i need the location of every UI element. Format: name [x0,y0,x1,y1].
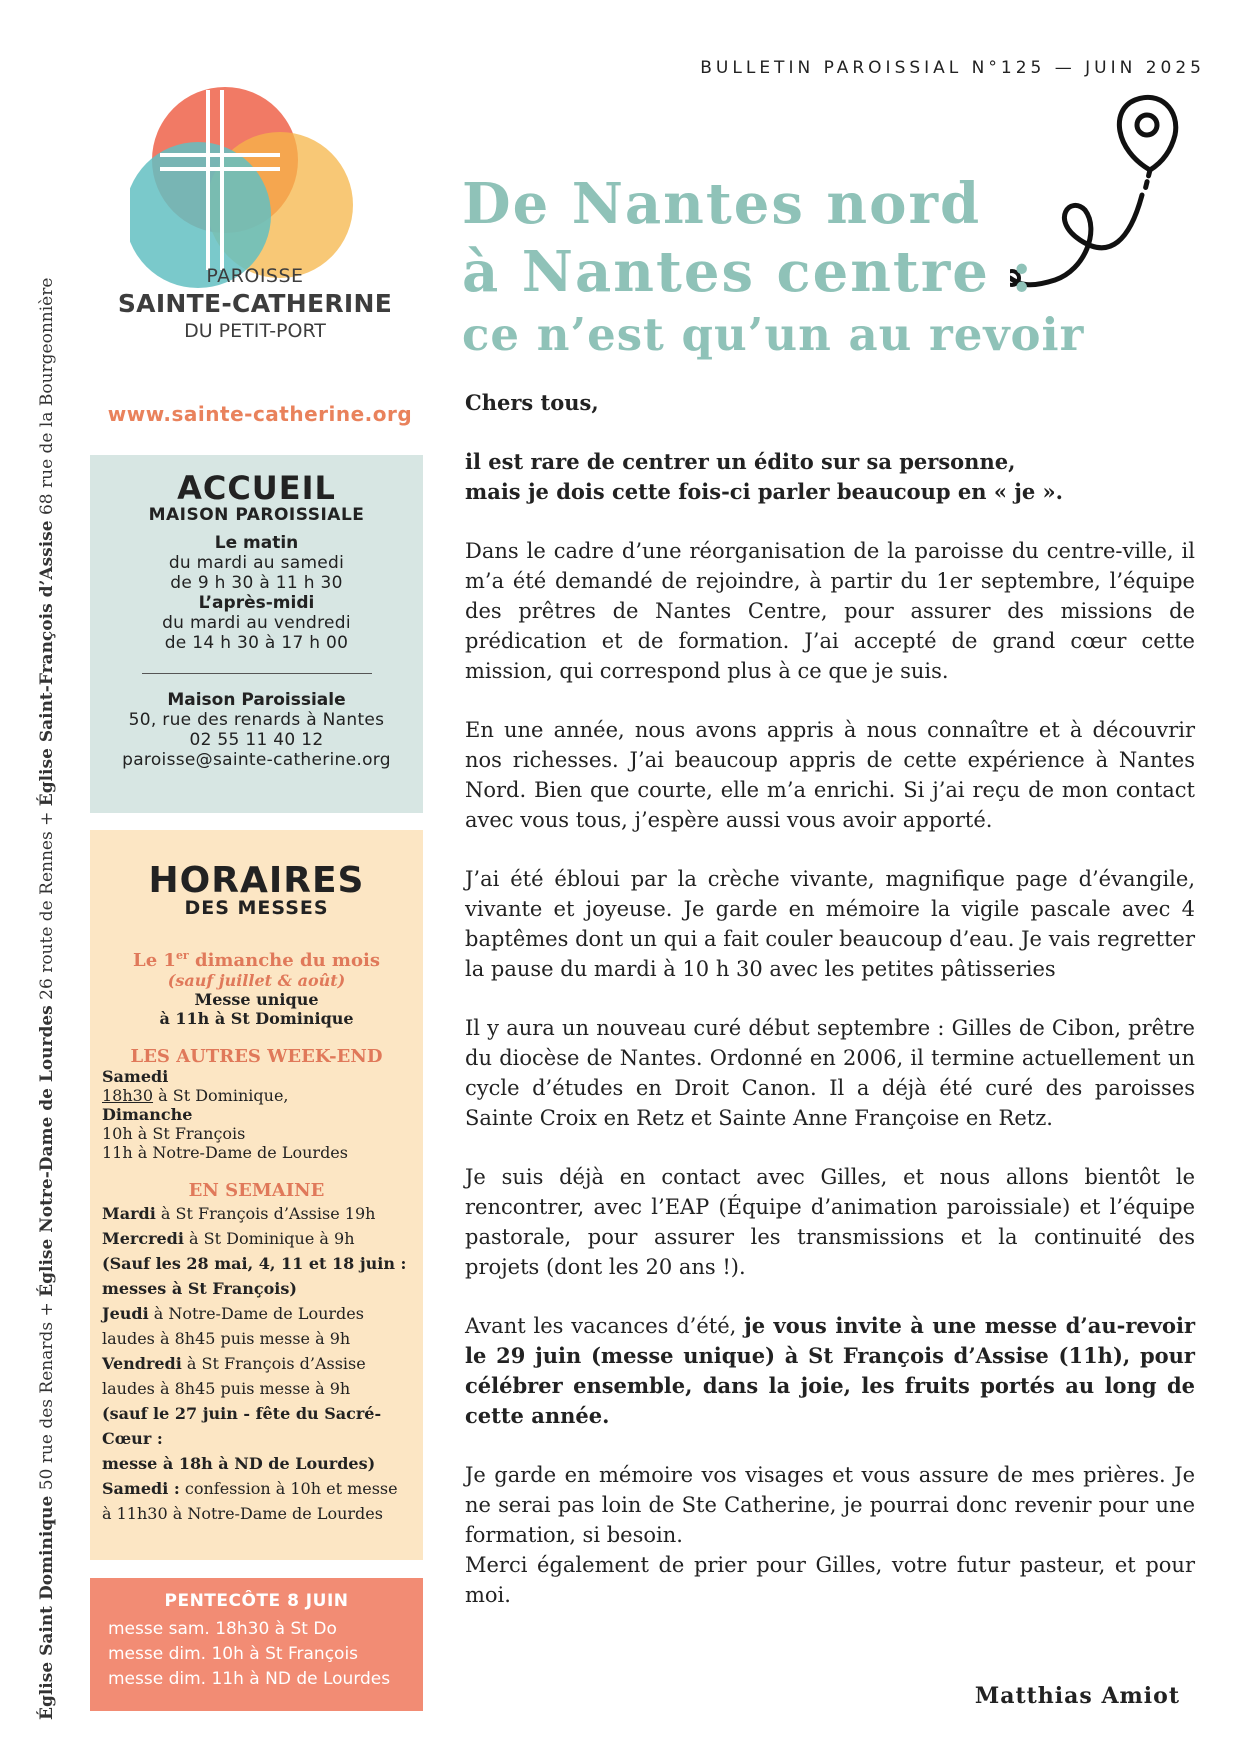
letter-paragraph-5: Je suis déjà en contact avec Gilles, et nous allons bientôt le rencontrer, avec l’EAP (Équipe d’animation paroissiale) et l’équipe pastorale, pour assurer les transmissions et la continuité des projets (dont les 20 ans !). [465,1165,1195,1279]
first-sunday-note: (sauf juillet & août) [167,971,346,990]
title-line-2: à Nantes centre : [462,239,1035,305]
semaine-title: EN SEMAINE [188,1180,325,1201]
mercredi-note-2: messes à St François) [102,1279,297,1298]
logo-line-sainte-catherine: SAINTE-CATHERINE [117,289,393,318]
editorial-letter [465,388,1195,1639]
messe-unique-where: à 11h à St Dominique [159,1009,354,1028]
dimanche-line-1: 10h à St François [102,1124,246,1143]
vendredi-note-2: messe à 18h à ND de Lourdes) [102,1454,376,1473]
letter-intro-1: il est rare de centrer un édito sur sa personne, [465,449,1016,474]
dimanche-label: Dimanche [102,1105,193,1124]
maison-address: 50, rue des renards à Nantes [128,710,385,730]
church-lourdes-address: 26 route de Rennes + [37,806,57,1006]
vendredi-line-2: laudes à 8h45 puis messe à 9h [102,1379,351,1398]
maison-label: Maison Paroissiale [167,690,346,710]
logo-line-paroisse: PAROISSE [206,265,304,287]
pentecote-line-2: messe dim. 10h à St François [108,1644,359,1664]
church-lourdes-name: Église Notre-Dame de Lourdes [37,1005,57,1297]
logo-text [100,265,410,342]
horaires-title: HORAIRES [148,860,365,901]
church-dominique-name: Église Saint Dominique [37,1495,57,1720]
church-francois-name: Église Saint-François d’Assise [37,520,57,807]
mercredi-note-1: (Sauf les 28 mai, 4, 11 et 18 juin : [102,1254,407,1273]
pentecote-line-1: messe sam. 18h30 à St Do [108,1619,337,1639]
matin-label: Le matin [214,533,299,553]
jeudi-line-2: laudes à 8h45 puis messe à 9h [102,1329,351,1348]
first-sunday-title: Le 1er dimanche du mois [133,949,380,971]
vendredi-line: Vendredi à St François d’Assise [102,1354,366,1373]
logo-line-petit-port: DU PETIT-PORT [184,320,326,342]
letter-paragraph-8: Merci également de prier pour Gilles, votre futur pasteur, et pour moi. [465,1553,1195,1607]
bulletin-header: BULLETIN PAROISSIAL N°125 — JUIN 2025 [700,58,1205,78]
samedi2-line: Samedi : confession à 10h et messe [102,1479,398,1498]
divider [142,673,372,674]
letter-paragraph-7: Je garde en mémoire vos visages et vous assure de mes prières. Je ne serai pas loin de Ste Catherine, je pourrai donc revenir pour une formation, si besoin. [465,1463,1195,1547]
samedi-line: 18h30 à St Dominique, [102,1086,289,1105]
letter-intro-2: mais je dois cette fois-ci parler beaucoup en « je ». [465,479,1063,504]
church-dominique-address: 50 rue des Renards + [37,1296,57,1496]
mercredi-line: Mercredi à St Dominique à 9h [102,1229,355,1248]
title-line-1: De Nantes nord [462,171,982,237]
letter-greeting: Chers tous, [465,390,599,415]
pentecote-box [90,1578,423,1711]
accueil-subtitle: MAISON PAROISSIALE [148,505,365,525]
church-francois-address: 68 rue de la Bourgeonnière [37,277,57,521]
mardi-line: Mardi à St François d’Assise 19h [102,1204,376,1223]
pentecote-title: PENTECÔTE 8 JUIN [164,1591,349,1611]
accueil-box [90,455,423,813]
matin-hours: de 9 h 30 à 11 h 30 [170,573,343,593]
samedi-label: Samedi [102,1067,169,1086]
horaires-subtitle: DES MESSES [184,897,329,919]
maison-phone[interactable]: 02 55 11 40 12 [189,730,324,750]
side-churches-strip [25,250,65,1720]
dimanche-line-2: 11h à Notre-Dame de Lourdes [102,1143,348,1162]
apres-midi-label: L’après-midi [198,593,315,613]
maison-email[interactable]: paroisse@sainte-catherine.org [122,750,391,770]
title-line-3: ce n’est qu’un au revoir [462,308,1085,361]
letter-paragraph-6: Avant les vacances d’été, je vous invite à une messe d’au-revoir le 29 juin (messe unique) à St François d’Assise (11h), pour célébrer ensemble, dans la joie, les fruits portés au long de cette année. [465,1313,1196,1428]
apres-midi-hours: de 14 h 30 à 17 h 00 [164,633,349,653]
apres-midi-days: du mardi au vendredi [162,613,351,633]
letter-paragraph-2: En une année, nous avons appris à nous connaître et à découvrir nos richesses. J’ai beaucoup appris de cette expérience à Nantes Nord. Bien que courte, elle m’a enrichi. Si j’ai reçu de mon contact avec vous tous, j’espère aussi vous avoir apporté. [465,718,1195,832]
page-title [462,170,1222,364]
website-link[interactable]: www.sainte-catherine.org [107,402,413,426]
samedi2-line-2: à 11h30 à Notre-Dame de Lourdes [102,1504,383,1523]
letter-paragraph-1: Dans le cadre d’une réorganisation de la paroisse du centre-ville, il m’a été demandé de rejoindre, à partir du 1er septembre, l’équipe des prêtres de Nantes Centre, pour assurer des missions de prédication et de formation. J’ai accepté de grand cœur cette mission, qui correspond plus à ce que je suis. [465,539,1195,683]
letter-paragraph-4: Il y aura un nouveau curé début septembre : Gilles de Cibon, prêtre du diocèse de Nantes. Ordonné en 2006, il termine actuellement un cycle d’études en Droit Canon. Il a déjà été curé des paroisses Sainte Croix en Retz et Sainte Anne Françoise en Retz. [465,1016,1195,1130]
horaires-box [90,830,423,1560]
messe-unique: Messe unique [194,990,319,1009]
pentecote-line-3: messe dim. 11h à ND de Lourdes [108,1669,391,1689]
signature: Matthias Amiot [974,1683,1180,1709]
letter-paragraph-3: J’ai été ébloui par la crèche vivante, magnifique page d’évangile, vivante et joyeuse. Je garde en mémoire la vigile pascale avec 4 baptêmes dont un qui a fait couler beaucoup d’eau. Je vais regretter la pause du mardi à 10 h 30 avec les petites pâtisseries [465,867,1195,981]
matin-days: du mardi au samedi [168,553,345,573]
weekend-title: LES AUTRES WEEK-END [130,1046,383,1067]
jeudi-line: Jeudi à Notre-Dame de Lourdes [102,1304,364,1323]
accueil-title: ACCUEIL [177,469,336,507]
vendredi-note-1: (sauf le 27 juin - fête du Sacré-Cœur : [102,1404,382,1448]
